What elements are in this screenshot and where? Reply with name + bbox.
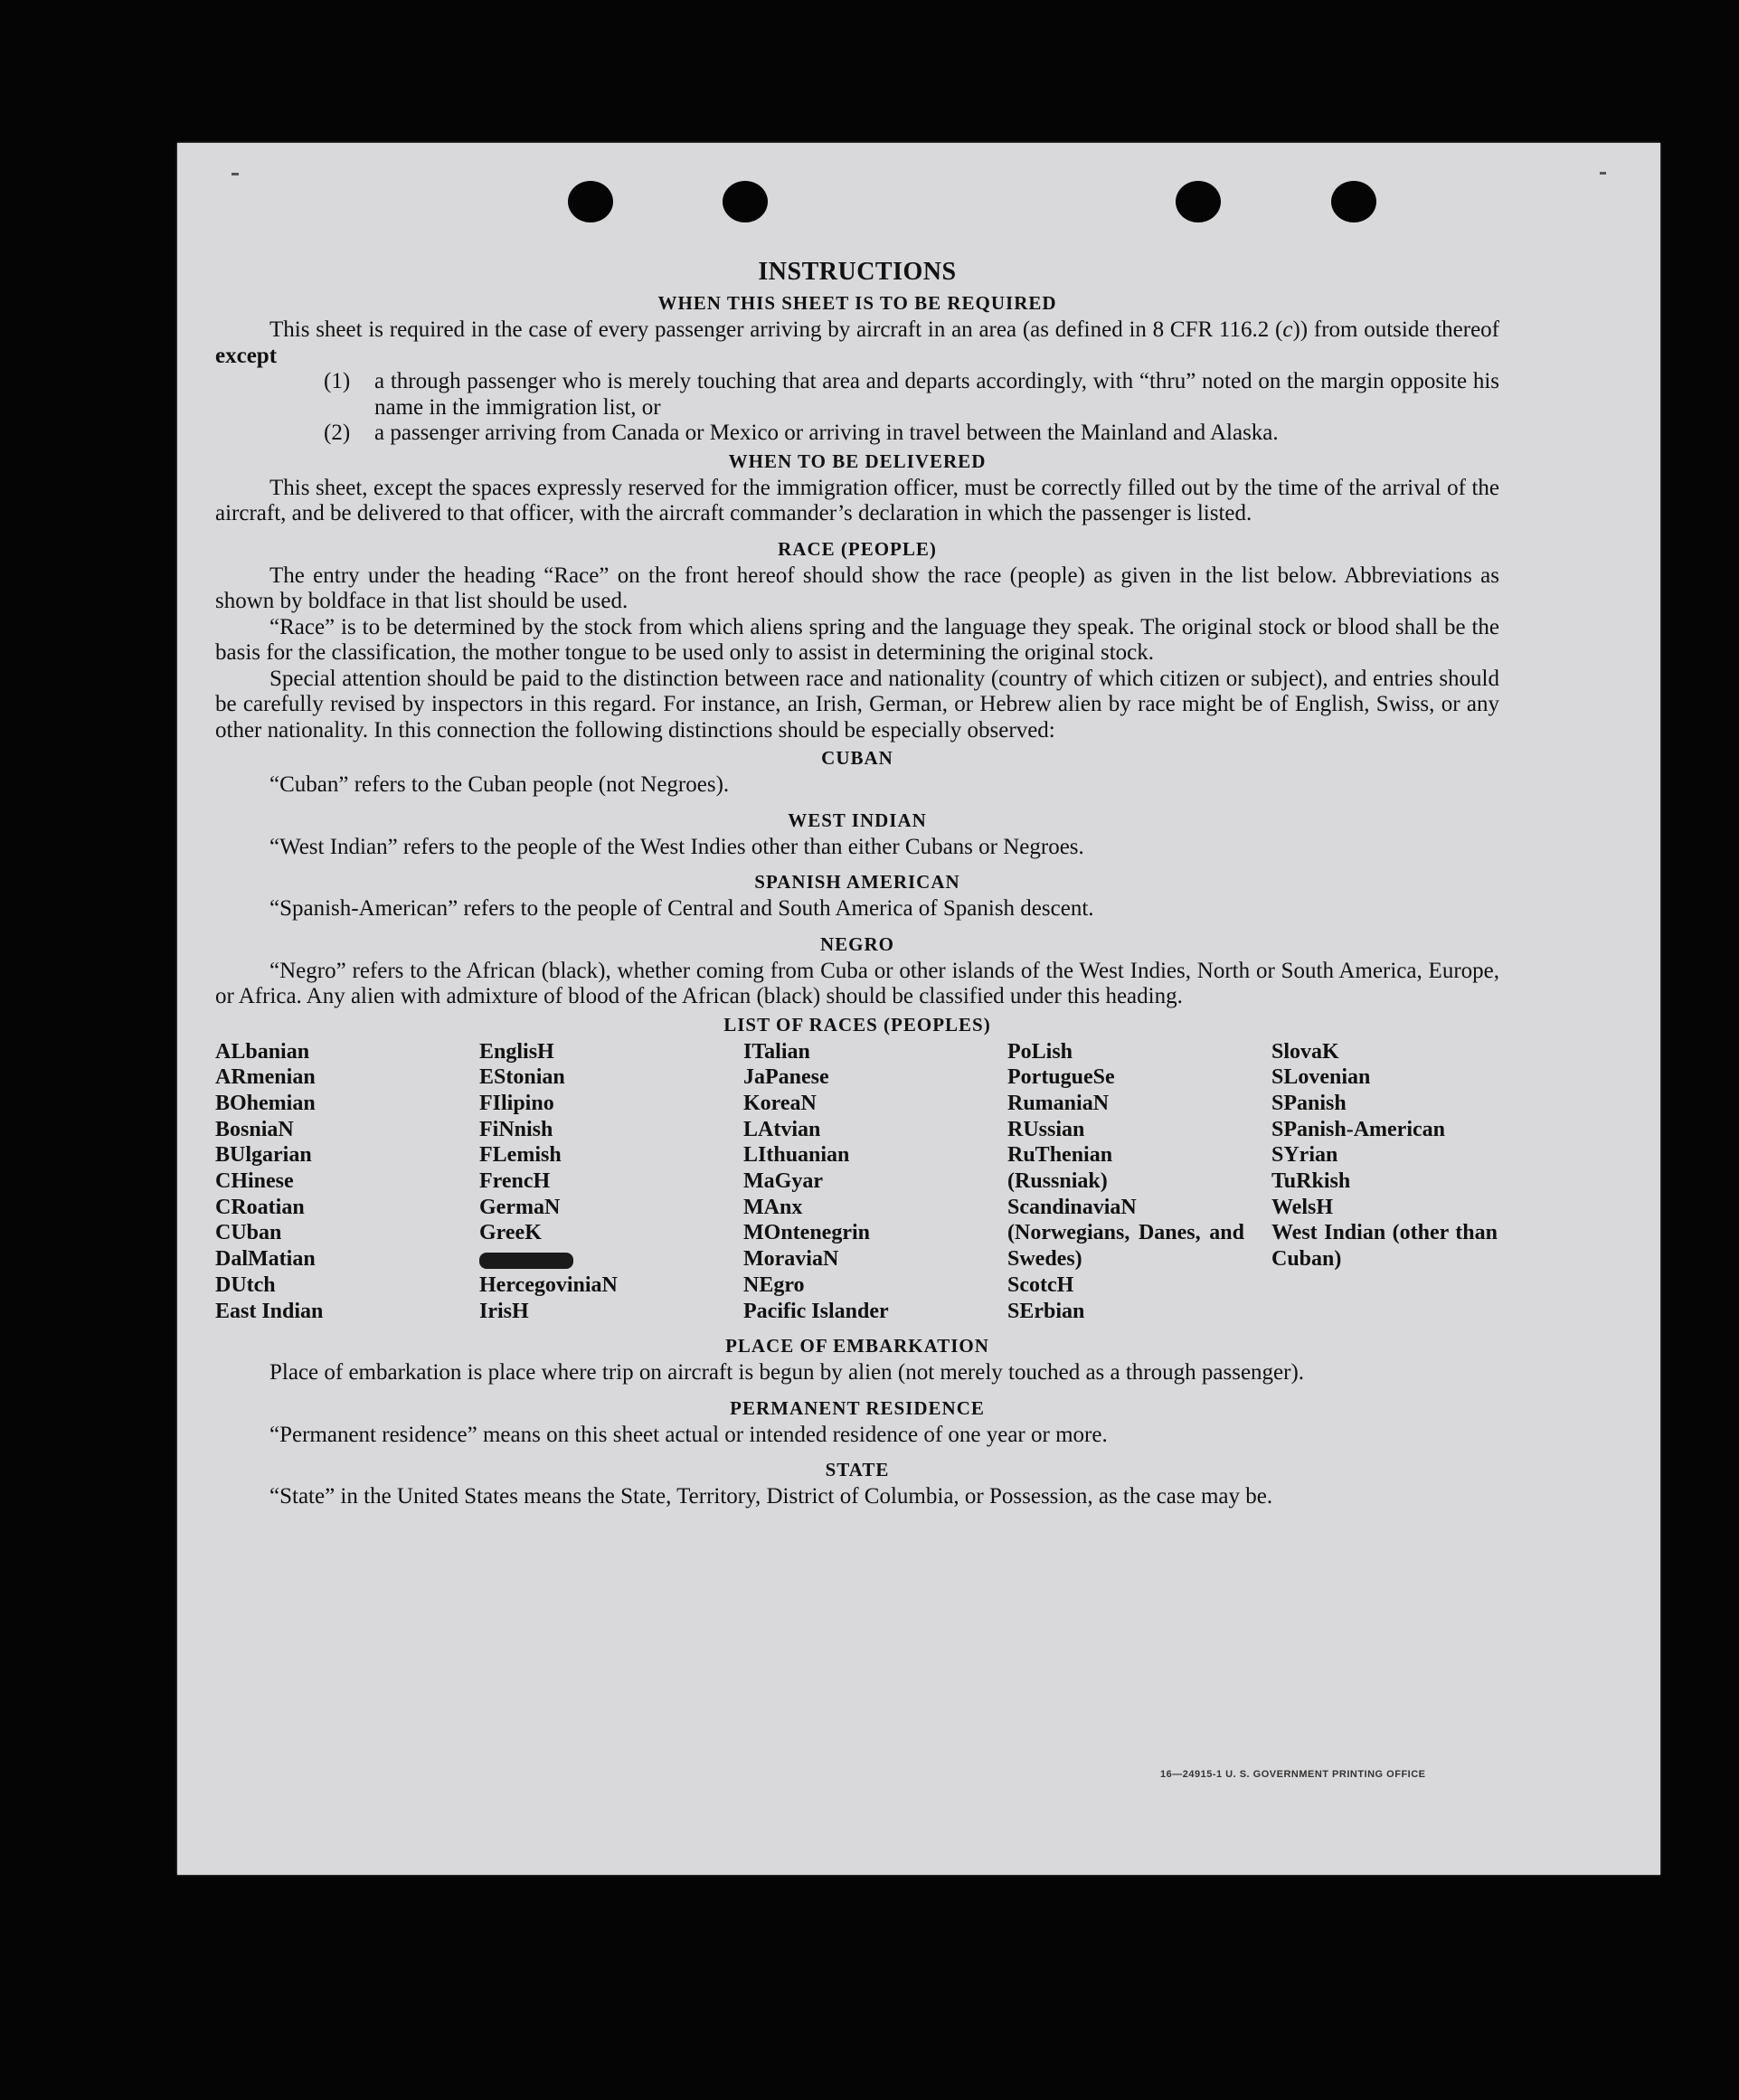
race-item: HercegoviniaN (479, 1272, 618, 1297)
paragraph-race-2: “Race” is to be determined by the stock from which aliens spring and the language they speak. The original stock or blood shall be the basis for the classification, the mother tongue to be used only to assist in determining the original stock. (215, 614, 1499, 665)
race-item: RumaniaN (1007, 1091, 1110, 1115)
punch-hole (1331, 181, 1376, 222)
race-item: BUlgarian (215, 1143, 312, 1168)
race-item: SYrian (1271, 1143, 1338, 1168)
paragraph-negro: “Negro” refers to the African (black), whether coming from Cuba or other islands of the West Indies, North or South America, Europe, or Africa. Any alien with admixture of blood of the African (black) should be classified under this heading. (215, 958, 1499, 1008)
race-column (1007, 1039, 1271, 1325)
punch-hole (568, 181, 613, 222)
race-item: PoLish (1007, 1039, 1073, 1064)
list-text: a through passenger who is merely touching that area and departs accordingly, with “thru” noted on the margin opposite his name in the immigration list, or (374, 369, 1499, 420)
race-item: SLovenian (1271, 1065, 1371, 1090)
list-item (324, 421, 1499, 447)
race-item: FiNnish (479, 1117, 553, 1141)
race-item: DUtch (215, 1272, 276, 1297)
race-item: LAtvian (743, 1117, 821, 1141)
race-item: GermaN (479, 1195, 561, 1219)
heading-west-indian: WEST INDIAN (788, 809, 927, 831)
paragraph-cuban: “Cuban” refers to the Cuban people (not Negroes). (269, 772, 730, 797)
paragraph-embarkation: Place of embarkation is place where trip on aircraft is begun by alien (not merely touched as a through passenger). (269, 1360, 1305, 1386)
race-item: EStonian (479, 1065, 565, 1090)
heading-negro: NEGRO (819, 932, 894, 955)
race-item-redacted (479, 1246, 743, 1272)
list-number: (1) (324, 369, 351, 393)
race-item: CHinese (215, 1169, 294, 1194)
race-item: NEgro (743, 1272, 805, 1297)
speck (1600, 172, 1606, 175)
race-item: ITalian (743, 1039, 810, 1064)
race-item: MoraviaN (743, 1247, 839, 1272)
race-column (479, 1039, 743, 1325)
paragraph-permanent-residence: “Permanent residence” means on this sheet actual or intended residence of one year or more. (269, 1422, 1108, 1447)
race-item: MaGyar (743, 1169, 823, 1194)
heading-state: STATE (825, 1459, 890, 1481)
punch-hole (723, 181, 768, 222)
race-list (215, 1039, 1499, 1325)
race-item: CRoatian (215, 1195, 305, 1219)
race-item: RuThenian (Russniak) (1007, 1143, 1113, 1194)
text-cfr-c: c (1282, 317, 1293, 342)
race-item: CUban (215, 1221, 282, 1245)
race-item: BOhemian (215, 1091, 316, 1115)
paragraph-state: “State” in the United States means the State, Territory, District of Columbia, or Possession, as the case may be. (269, 1484, 1273, 1509)
paragraph-race-1: The entry under the heading “Race” on the front hereof should show the race (people) as given in the list below. Abbreviations as shown by boldface in that list should be used. (215, 563, 1499, 613)
text-except: except (215, 343, 278, 368)
punch-hole (1176, 181, 1221, 222)
race-column (215, 1039, 479, 1325)
heading-race: RACE (PEOPLE) (778, 537, 937, 560)
race-item: SErbian (1007, 1299, 1085, 1323)
heading-list-of-races: LIST OF RACES (PEOPLES) (723, 1013, 991, 1036)
race-item: FLemish (479, 1143, 562, 1168)
race-item: RUssian (1007, 1117, 1085, 1141)
race-item: ScandinaviaN (Norwegians, Danes, and Swedes) (1007, 1195, 1244, 1272)
race-item: ARmenian (215, 1065, 316, 1090)
paragraph-spanish-american: “Spanish-American” refers to the people of Central and South America of Spanish descent. (269, 896, 1094, 921)
race-item: SPanish (1271, 1091, 1347, 1115)
page-title: INSTRUCTIONS (758, 258, 957, 286)
race-item: IrisH (479, 1299, 529, 1323)
race-item: TuRkish (1271, 1169, 1351, 1194)
printer-imprint: 16—24915-1 U. S. GOVERNMENT PRINTING OFFICE (1160, 1769, 1426, 1780)
heading-cuban: CUBAN (821, 747, 893, 769)
list-text: a passenger arriving from Canada or Mexico or arriving in travel between the Mainland and Alaska. (374, 421, 1279, 445)
race-item: PortugueSe (1007, 1065, 1115, 1090)
paragraph-race-3: Special attention should be paid to the distinction between race and nationality (country of which citizen or subject), and entries should be carefully revised by inspectors in this regard. For instance, an Irish, German, or Hebrew alien by race might be of English, Swiss, or any other nationality. In this connection the following distinctions should be especially observed: (215, 666, 1499, 743)
race-item: BosniaN (215, 1117, 294, 1141)
race-item: FrencH (479, 1169, 551, 1194)
race-item: ScotcH (1007, 1272, 1074, 1297)
heading-permanent-residence: PERMANENT RESIDENCE (730, 1396, 985, 1419)
paragraph-required (215, 317, 1499, 369)
race-item: GreeK (479, 1221, 542, 1245)
race-item: WelsH (1271, 1195, 1334, 1219)
race-item: SlovaK (1271, 1039, 1339, 1064)
race-item: JaPanese (743, 1065, 829, 1090)
heading-when-required: WHEN THIS SHEET IS TO BE REQUIRED (657, 292, 1057, 314)
race-item: LIthuanian (743, 1143, 850, 1168)
race-item: ALbanian (215, 1039, 310, 1064)
text-required-a: This sheet is required in the case of every passenger arriving by aircraft in an area (as defined in 8 CFR 116.2 ( (269, 317, 1283, 342)
paragraph-delivered: This sheet, except the spaces expressly reserved for the immigration officer, must be correctly filled out by the time of the arrival of the aircraft, and be delivered to that officer, with the aircraft commander’s declaration in which the passenger is listed. (215, 475, 1499, 525)
list-item (324, 369, 1499, 421)
list-number: (2) (324, 421, 351, 445)
race-item: EnglisH (479, 1039, 554, 1064)
race-item: FIlipino (479, 1091, 554, 1115)
race-item: SPanish-American (1271, 1117, 1445, 1141)
document-page (177, 143, 1660, 1875)
race-item: DalMatian (215, 1247, 316, 1272)
race-column (1271, 1039, 1499, 1325)
race-item: MOntenegrin (743, 1221, 870, 1245)
instructions-body (215, 258, 1499, 1510)
race-item: East Indian (215, 1299, 324, 1323)
race-item: MAnx (743, 1195, 803, 1219)
redaction-mark (479, 1253, 573, 1269)
race-item: Pacific Islander (743, 1299, 889, 1323)
race-item: West Indian (other than Cuban) (1271, 1221, 1498, 1272)
heading-spanish-american: SPANISH AMERICAN (754, 871, 960, 893)
race-column (743, 1039, 1007, 1325)
race-item: KoreaN (743, 1091, 817, 1115)
paragraph-west-indian: “West Indian” refers to the people of the West Indies other than either Cubans or Negroes. (269, 834, 1084, 859)
text-required-b: )) from outside thereof (1292, 317, 1499, 342)
speck (232, 173, 239, 175)
heading-embarkation: PLACE OF EMBARKATION (725, 1335, 989, 1357)
heading-when-delivered: WHEN TO BE DELIVERED (728, 449, 987, 472)
